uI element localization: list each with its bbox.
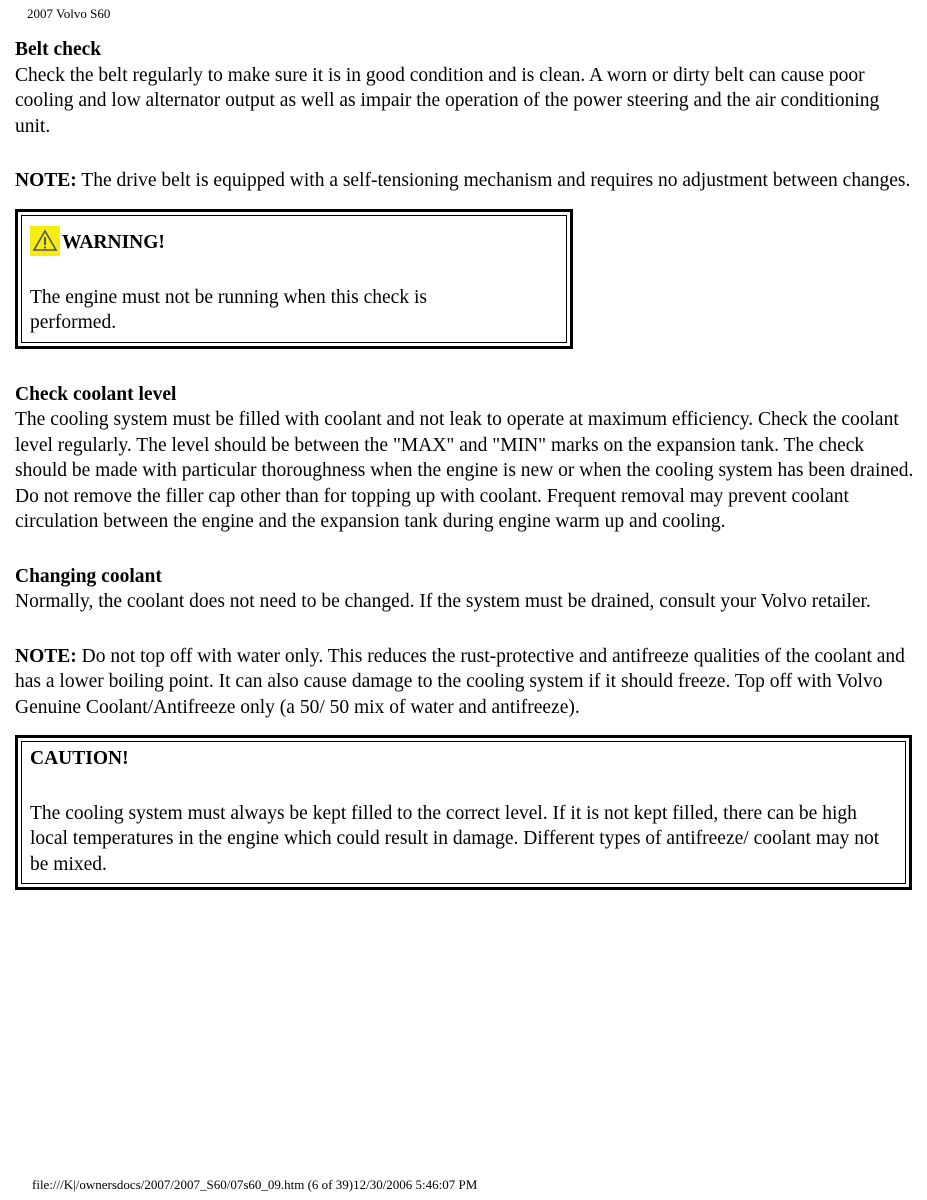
coolant-level-body: The cooling system must be filled with coolant and not leak to operate at maximum efficiency. Check the coolant level regularly. The level should be between the "MAX" and "MIN" marks on the expansion tank. The check should be made with particular thoroughness when the engine is new or when the cooling system has been drained. xyxy=(15,409,914,481)
belt-check-heading: Belt check xyxy=(15,39,102,60)
note-drive-belt xyxy=(15,168,915,194)
coolant-level-heading: Check coolant level xyxy=(15,383,177,405)
note-text: Do not top off with water only. This reduces the rust-protective and antifreeze qualities of the coolant and has a lower boiling point. It can also cause damage to the cooling system if it should freeze. Top off with Volvo Genuine Coolant/Antifreeze only (a 50/ 50 mix of water and antifreeze). xyxy=(15,645,905,718)
note-text: The drive belt is equipped with a self-tensioning mechanism and requires no adjustment between changes. xyxy=(76,170,911,191)
coolant-filler-cap-body: Do not remove the filler cap other than for topping up with coolant. Frequent removal may prevent coolant circulation between the engine and the expansion tank during engine warm up and cooling. xyxy=(15,485,849,532)
note-label: NOTE: xyxy=(15,170,77,191)
note-water-only xyxy=(15,644,915,721)
caution-title: CAUTION! xyxy=(30,748,129,769)
warning-triangle-icon xyxy=(30,226,60,256)
warning-title-row xyxy=(30,226,558,256)
changing-coolant-heading: Changing coolant xyxy=(15,565,162,587)
warning-text: The engine must not be running when this check is performed. xyxy=(30,286,427,333)
document-footer-path: file:///K|/ownersdocs/2007/2007_S60/07s60_09.htm (6 of 39)12/30/2006 5:46:07 PM xyxy=(32,1177,478,1192)
note-label: NOTE: xyxy=(15,645,77,667)
changing-coolant-body: Normally, the coolant does not need to be changed. If the system must be drained, consult your Volvo retailer. xyxy=(15,591,871,612)
document-header: 2007 Volvo S60 xyxy=(27,6,111,21)
warning-box xyxy=(15,209,573,349)
warning-title: WARNING! xyxy=(62,232,165,253)
caution-box xyxy=(15,735,912,890)
caution-text: The cooling system must always be kept filled to the correct level. If it is not kept filled, there can be high local temperatures in the engine which could result in damage. Different types of antifreeze/ coolant may not be mixed. xyxy=(30,802,880,875)
belt-check-body: Check the belt regularly to make sure it is in good condition and is clean. A worn or dirty belt can cause poor cooling and low alternator output as well as impair the operation of the power steering and the air conditioning unit. xyxy=(15,64,880,137)
page-content xyxy=(15,37,915,890)
